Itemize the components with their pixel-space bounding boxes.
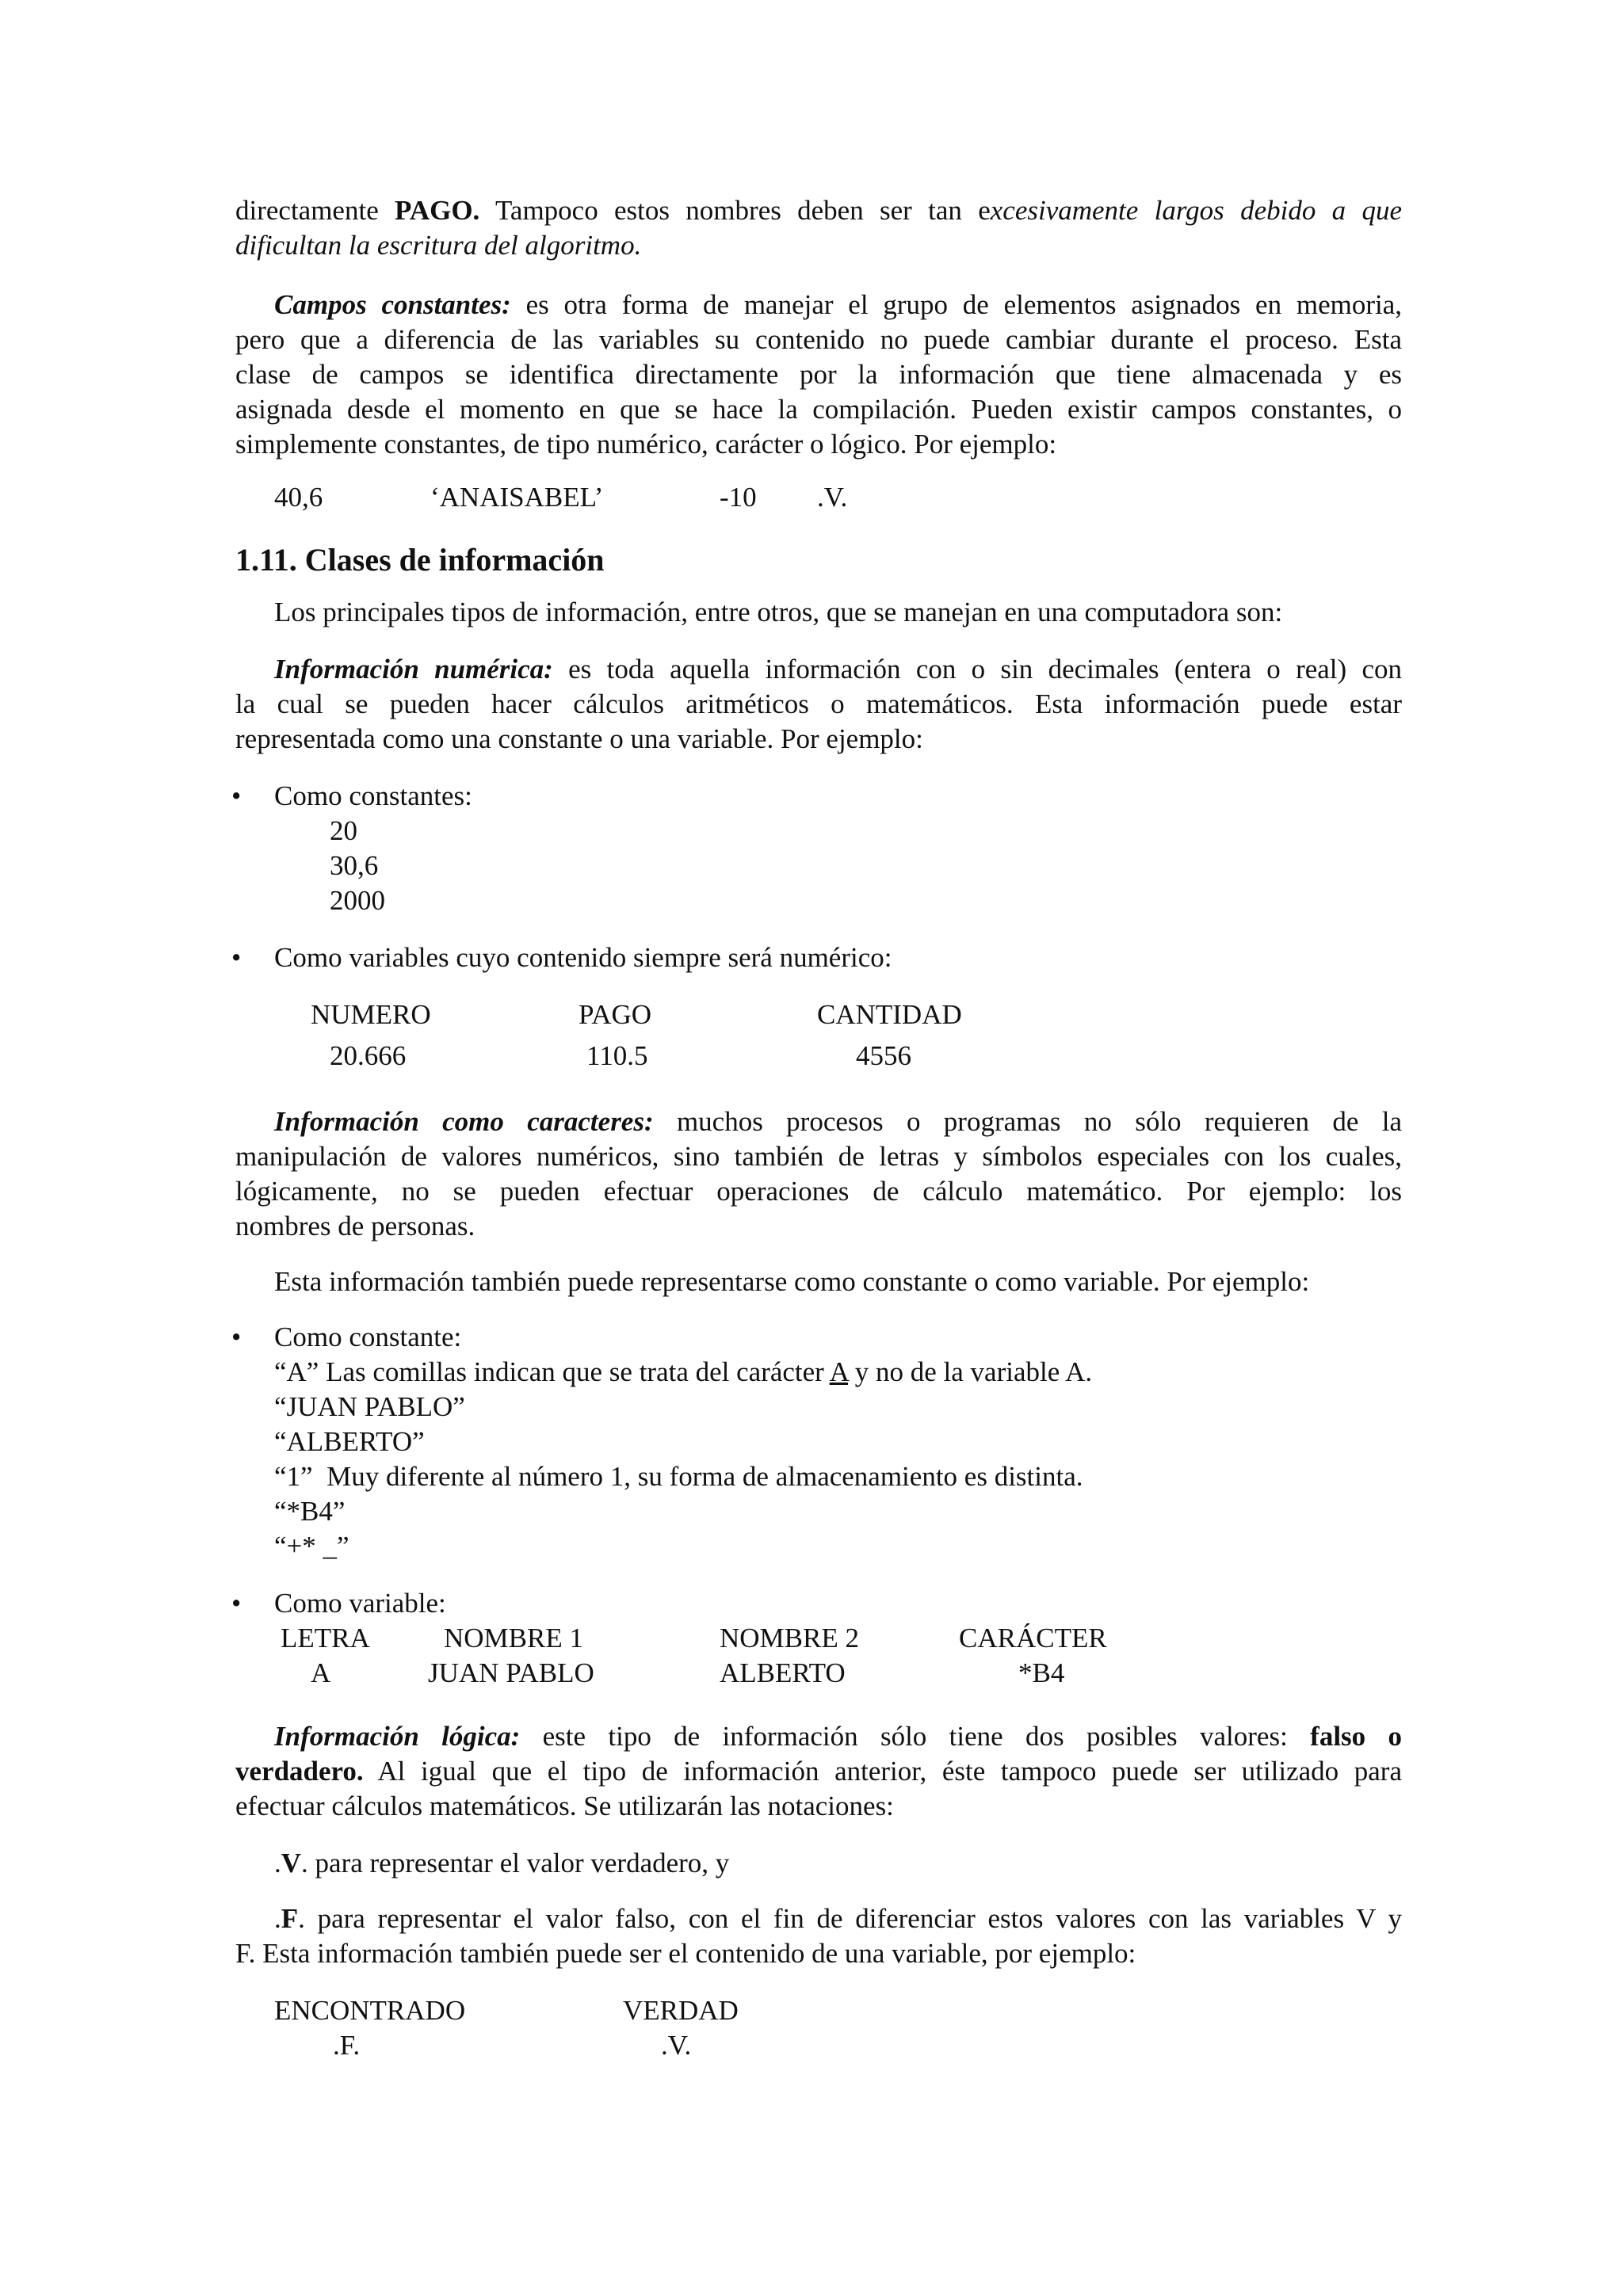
paragraph-line: clase de campos se identifica directamente por la información que tiene almacenada y es [235,359,1402,390]
underlined-text: A [829,1356,849,1387]
paragraph-line [274,1719,1402,1754]
constant-value: 30,6 [330,850,379,881]
table-header: NOMBRE 1 [444,1623,583,1653]
text-run: Al igual que el tipo de información anterior, éste tampoco puede ser utilizado para [363,1756,1402,1787]
char-constant-line: “JUAN PABLO” [274,1391,465,1422]
bold-text: F [281,1903,299,1934]
term-informacion-numerica: Información numérica: [274,654,553,685]
table-cell: 4556 [856,1040,911,1071]
text-run: es toda aquella información con o sin decimales (entera o real) con [552,654,1402,685]
paragraph-line: F. Esta información también puede ser el contenido de una variable, por ejemplo: [235,1938,1136,1969]
term-informacion-caracteres: Información como caracteres: [274,1106,654,1137]
paragraph-line: Los principales tipos de información, entre otros, que se manejan en una computadora son: [274,597,1283,627]
text-run: . para representar el valor verdadero, y [301,1848,730,1878]
paragraph-line [274,288,1402,322]
table-header: ENCONTRADO [274,1995,466,2026]
constant-value: 2000 [330,885,385,916]
text-run: “1” [274,1461,313,1492]
table-cell: ALBERTO [720,1657,846,1688]
term-informacion-logica: Información lógica: [274,1721,521,1752]
paragraph-line [274,1846,1402,1881]
paragraph-line [274,652,1402,687]
example-value: ‘ANAISABEL’ [430,482,604,513]
table-header: NUMERO [311,999,431,1030]
paragraph-line: efectuar cálculos matemáticos. Se utilizarán las notaciones: [235,1791,894,1821]
char-constant-line: “ALBERTO” [274,1426,425,1457]
text-run: es otra forma de manejar el grupo de elementos asignados en memoria, [510,289,1402,320]
table-cell: JUAN PABLO [428,1657,594,1688]
char-constant-line: “+* _” [274,1531,349,1562]
text-run: “A” [274,1356,319,1387]
paragraph-line: Esta información también puede representarse como constante o como variable. Por ejemplo: [274,1266,1310,1297]
paragraph-line: lógicamente, no se pueden efectuar operaciones de cálculo matemático. Por ejemplo: los [235,1176,1402,1207]
paragraph-line: asignada desde el momento en que se hace la compilación. Pueden existir campos constantes, o [235,394,1402,425]
table-header: LETRA [281,1623,370,1653]
paragraph-line [274,1104,1402,1139]
bullet-text: Como variable: [274,1588,446,1619]
bold-term: PAGO. [395,195,480,226]
table-cell: 20.666 [330,1040,407,1071]
char-constant-line [274,1355,1402,1390]
example-value: 40,6 [274,482,323,513]
example-value: .V. [817,482,848,513]
paragraph-line: manipulación de valores numéricos, sino también de letras y símbolos especiales con los cuales, [235,1141,1402,1172]
text-run: y no de la variable A. [848,1356,1093,1387]
table-cell: A [311,1657,331,1688]
paragraph-line: la cual se pueden hacer cálculos aritméticos o matemáticos. Esta información puede estar [235,688,1402,719]
table-cell: .F. [333,2030,361,2061]
bullet-glyph: • [231,780,242,811]
paragraph-line [235,193,1402,228]
section-heading: 1.11. Clases de información [235,542,605,578]
text-run: Las comillas indican que se trata del carácter [319,1356,830,1387]
text-run: . [274,1848,281,1878]
paragraph-line [274,1901,1402,1936]
bullet-text: Como constante: [274,1322,462,1352]
table-header: VERDAD [623,1995,739,2026]
table-header: PAGO [579,999,652,1030]
bold-text: V [281,1848,302,1878]
table-cell: .V. [661,2030,692,2061]
text-run: Muy diferente al número 1, su forma de almacenamiento es distinta. [312,1461,1083,1492]
bold-text: verdadero. [235,1756,364,1787]
paragraph-line [235,1754,1402,1789]
paragraph-line: nombres de personas. [235,1211,475,1241]
paragraph-line: dificultan la escritura del algoritmo. [235,230,642,261]
text-run: directamente [235,195,395,226]
italic-text: xcesivamente largos debido a que [990,195,1402,226]
bullet-text: Como variables cuyo contenido siempre será numérico: [274,942,892,973]
table-header: CANTIDAD [817,999,962,1030]
table-header: CARÁCTER [959,1623,1107,1653]
bullet-glyph: • [231,942,242,973]
table-header: NOMBRE 2 [720,1623,859,1653]
bullet-glyph: • [231,1322,242,1352]
bullet-glyph: • [231,1588,242,1619]
bold-text: falso o [1310,1721,1403,1752]
text-run: este tipo de información sólo tiene dos posibles valores: [520,1721,1311,1752]
paragraph-line: pero que a diferencia de las variables su contenido no puede cambiar durante el proceso. Esta [235,324,1402,355]
constant-value: 20 [330,815,357,846]
text-run: . [274,1903,281,1934]
text-run: muchos procesos o programas no sólo requieren de la [653,1106,1402,1137]
bullet-text: Como constantes: [274,780,472,811]
term-campos-constantes: Campos constantes: [274,289,511,320]
table-cell: *B4 [1018,1657,1065,1688]
example-value: -10 [720,482,757,513]
paragraph-line: representada como una constante o una variable. Por ejemplo: [235,723,923,754]
text-run: Tampoco estos nombres deben ser tan e [479,195,991,226]
char-constant-line: “*B4” [274,1496,346,1527]
table-cell: 110.5 [586,1040,648,1071]
text-run: . para representar el valor falso, con el fin de diferenciar estos valores con las variables V y [298,1903,1402,1934]
paragraph-line: simplemente constantes, de tipo numérico, carácter o lógico. Por ejemplo: [235,429,1057,460]
char-constant-line [274,1459,1402,1494]
